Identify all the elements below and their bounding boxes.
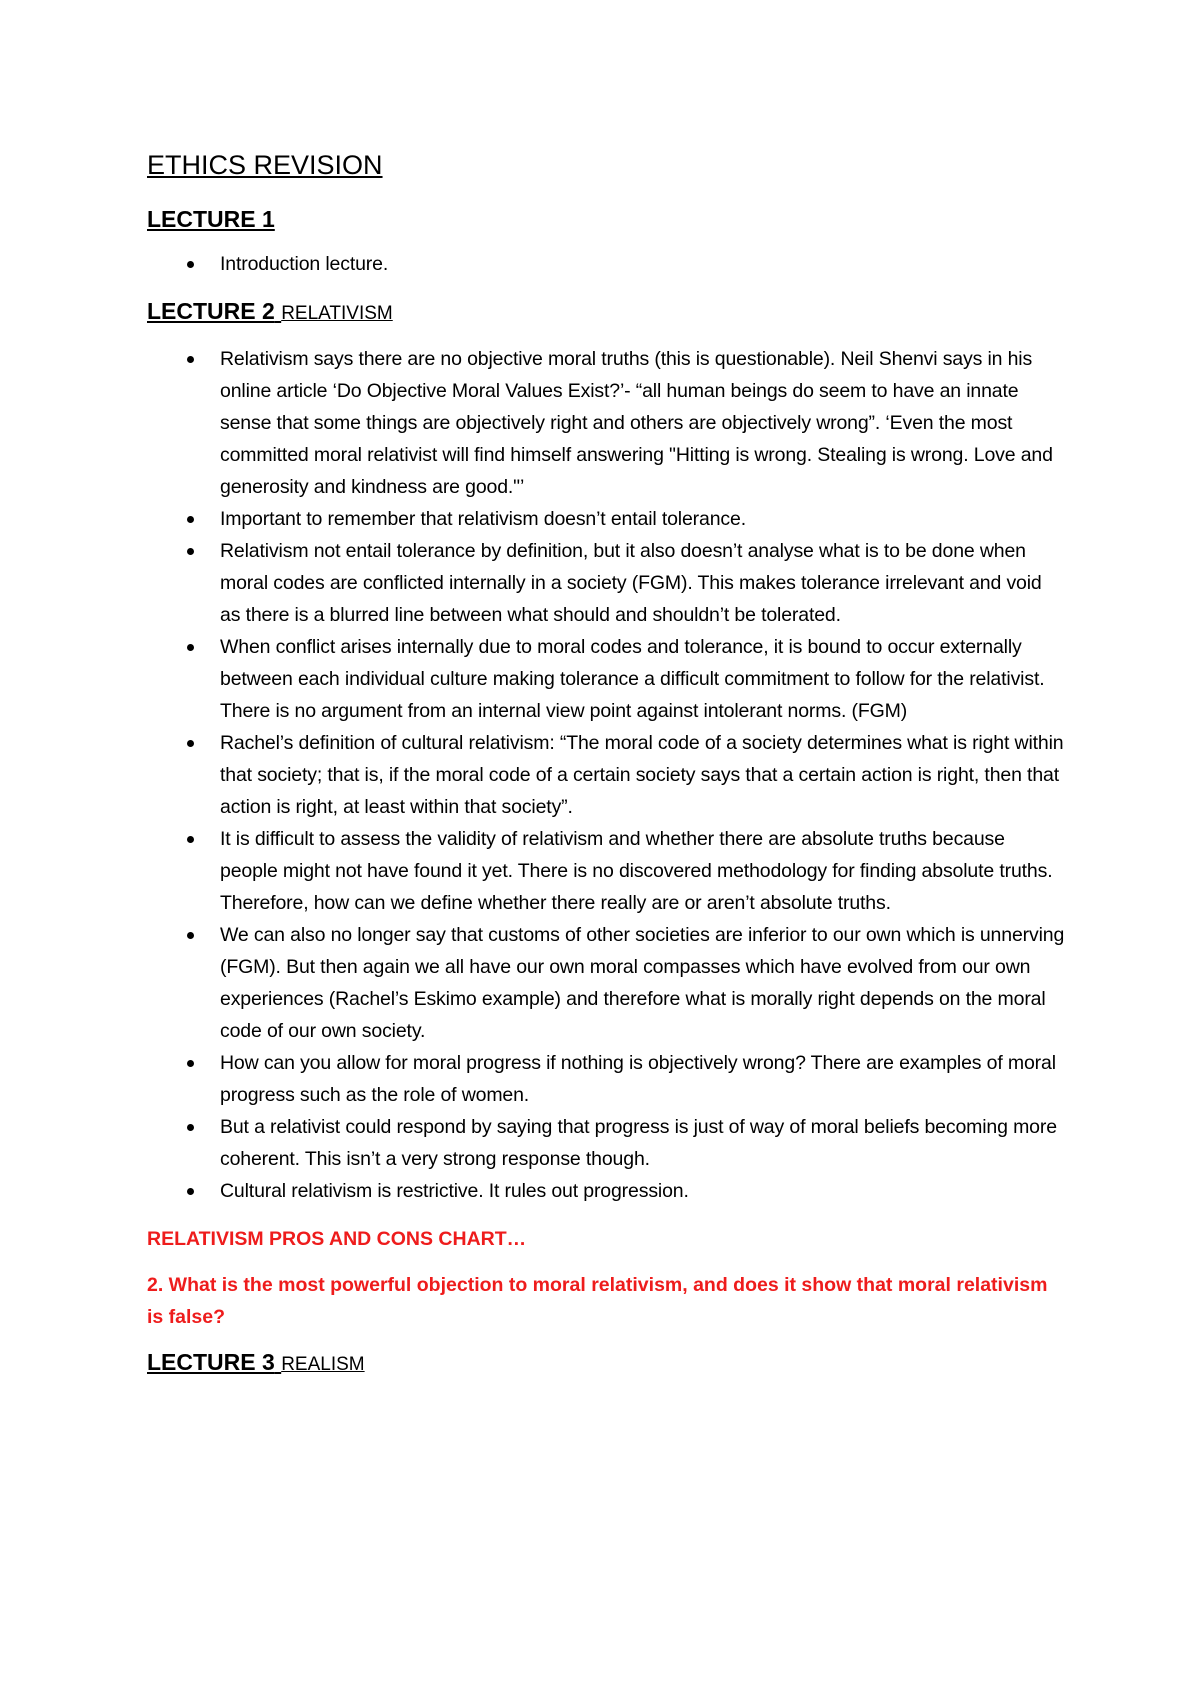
list-item [147, 1047, 1067, 1111]
lecture-2-label: LECTURE 2 [147, 298, 275, 324]
lecture-2-bullets [147, 343, 1067, 1207]
document-title: ETHICS REVISION [147, 150, 383, 180]
lecture-1-heading [147, 204, 1067, 234]
bullet-icon [187, 516, 194, 523]
bullet-icon [187, 644, 194, 651]
bullet-icon [187, 356, 194, 363]
list-item-text: Relativism not entail tolerance by definition, but it also doesn’t analyse what is to be done when moral codes are conflicted internally in a society (FGM). This makes tolerance irrelevant and void as there is a blurred line between what should and shouldn’t be tolerated. [220, 540, 1042, 626]
list-item [147, 1175, 1067, 1207]
list-item [147, 248, 1067, 280]
list-item-text: Relativism says there are no objective moral truths (this is questionable). Neil Shenvi says in his online article ‘Do Objective Moral Values Exist?’- “all human beings do seem to have an innate sense that some things are objectively right and others are objectively wrong”. ‘Even the most committed moral relativist will find himself answering "Hitting is wrong. Stealing is wrong. Love and generosity and kindness are good."’ [220, 348, 1053, 498]
document-page [147, 148, 1067, 1394]
lecture-2-heading [147, 296, 1067, 329]
list-item-text: It is difficult to assess the validity of relativism and whether there are absolute truths because people might not have found it yet. There is no discovered methodology for finding absolute truths. Therefore, how can we define whether there really are or aren’t absolute truths. [220, 828, 1053, 914]
lecture-3-heading [147, 1347, 1067, 1380]
list-item-text: Rachel’s definition of cultural relativism: “The moral code of a society determines what is right within that society; that is, if the moral code of a certain society says that a certain action is right, then that action is right, at least within that society”. [220, 732, 1064, 818]
bullet-icon [187, 1124, 194, 1131]
lecture-3-topic: REALISM [281, 1354, 365, 1375]
list-item [147, 343, 1067, 503]
lecture-1-label: LECTURE 1 [147, 206, 275, 232]
bullet-icon [187, 932, 194, 939]
list-item-text: Introduction lecture. [220, 253, 389, 275]
list-item [147, 503, 1067, 535]
list-item-text: Cultural relativism is restrictive. It rules out progression. [220, 1180, 689, 1202]
lecture-3-label: LECTURE 3 [147, 1349, 275, 1375]
pros-cons-note: RELATIVISM PROS AND CONS CHART… [147, 1228, 527, 1250]
list-item-text: When conflict arises internally due to moral codes and tolerance, it is bound to occur externally between each individual culture making tolerance a difficult commitment to follow for the relativist. There is no argument from an internal view point against intolerant norms. (FGM) [220, 636, 1045, 722]
list-item-text: How can you allow for moral progress if nothing is objectively wrong? There are examples of moral progress such as the role of women. [220, 1052, 1056, 1106]
list-item [147, 535, 1067, 631]
list-item [147, 727, 1067, 823]
lecture-1-bullets [147, 248, 1067, 280]
bullet-icon [187, 548, 194, 555]
list-item [147, 919, 1067, 1047]
bullet-icon [187, 740, 194, 747]
lecture-2-topic: RELATIVISM [281, 303, 393, 324]
list-item-text: Important to remember that relativism doesn’t entail tolerance. [220, 508, 746, 530]
list-item [147, 823, 1067, 919]
bullet-icon [187, 836, 194, 843]
bullet-icon [187, 261, 194, 268]
bullet-icon [187, 1060, 194, 1067]
essay-question: 2. What is the most powerful objection to moral relativism, and does it show that moral relativism is false? [147, 1274, 1048, 1328]
list-item-text: We can also no longer say that customs of other societies are inferior to our own which is unnerving (FGM). But then again we all have our own moral compasses which have evolved from our own experiences (Rachel’s Eskimo example) and therefore what is morally right depends on the moral code of our own society. [220, 924, 1065, 1042]
list-item [147, 1111, 1067, 1175]
bullet-icon [187, 1188, 194, 1195]
list-item-text: But a relativist could respond by saying that progress is just of way of moral beliefs becoming more coherent. This isn’t a very strong response though. [220, 1116, 1057, 1170]
list-item [147, 631, 1067, 727]
